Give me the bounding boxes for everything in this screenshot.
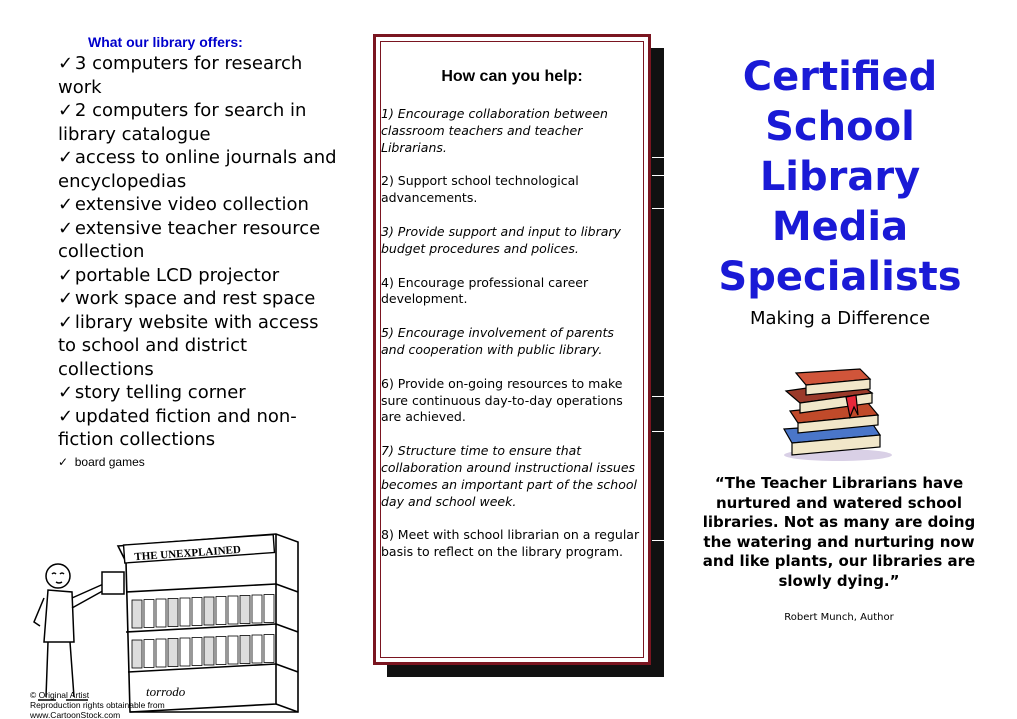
- offers-heading: What our library offers:: [88, 34, 243, 50]
- help-item: 4) Encourage professional career development.: [381, 274, 589, 307]
- subtitle: Making a Difference: [749, 308, 931, 329]
- title-line: Library: [759, 154, 921, 200]
- shelf-book-spine: [204, 637, 214, 665]
- shelf-book-spine: [240, 596, 250, 624]
- offer-text: board games: [74, 454, 145, 469]
- offer-item: [58, 99, 338, 146]
- offer-text: updated fiction and non-fiction collections: [58, 405, 297, 450]
- shelf-book-spine: [144, 640, 154, 668]
- offer-text: library website with access to school and district collections: [58, 311, 319, 380]
- checkmark-icon: ✓: [58, 194, 74, 215]
- help-item: 5) Encourage involvement of parents and cooperation with public library.: [381, 325, 614, 357]
- checkmark-icon: ✓: [58, 405, 74, 427]
- cartoonist-signature: torrodo: [146, 684, 186, 699]
- help-item: 1) Encourage collaboration between classroom teachers and teacher Librarians.: [381, 106, 608, 155]
- checkmark-icon: ✓: [58, 264, 74, 286]
- offer-text: 2 computers for search in library catalogue: [58, 100, 330, 145]
- shelf-book-spine: [252, 635, 262, 663]
- shelf-book-spine: [204, 597, 214, 625]
- help-panel: [373, 34, 651, 665]
- offer-text: portable LCD projector: [74, 264, 280, 286]
- book-stack-icon: [776, 367, 894, 462]
- checkmark-icon: ✓: [58, 147, 74, 168]
- offer-item: [58, 264, 338, 288]
- offer-text: story telling corner: [74, 382, 246, 403]
- shelf-book-spine: [192, 598, 202, 626]
- help-item: 2) Support school technological advancements.: [381, 173, 579, 206]
- cover-panel: [690, 52, 990, 329]
- credit-line-2: Reproduction rights obtainable from: [30, 700, 165, 710]
- offer-text: 3 computers for research work: [58, 53, 303, 98]
- shelf-book-spine: [168, 639, 178, 667]
- checkmark-icon: ✓: [58, 288, 74, 309]
- shelf-book-spine: [252, 595, 262, 623]
- shelf-book-spine: [216, 637, 226, 665]
- offer-item: [58, 405, 338, 452]
- shelf-book-spine: [264, 635, 274, 663]
- shelf-book-spine: [180, 638, 190, 666]
- offer-item: [58, 217, 338, 264]
- help-list: [381, 106, 641, 578]
- offer-item: [58, 454, 338, 470]
- title-line: Media: [771, 204, 909, 250]
- checkmark-icon: ✓: [58, 311, 74, 333]
- offer-item: [58, 311, 338, 382]
- quote-author: Robert Munch, Author: [784, 612, 894, 623]
- offer-item: [58, 381, 338, 405]
- person-drawing: [34, 564, 124, 700]
- help-item: 8) Meet with school librarian on a regular basis to reflect on the library program.: [381, 527, 640, 560]
- title-line: School: [765, 104, 915, 150]
- shelf-book-spine: [180, 598, 190, 626]
- offer-item: [58, 287, 338, 311]
- shelf-book-spine: [228, 596, 238, 624]
- offer-text: extensive teacher resource collection: [58, 217, 321, 262]
- shelf-book-spine: [132, 640, 142, 668]
- offer-item: [58, 52, 338, 99]
- shelf-book-spine: [192, 638, 202, 666]
- shelf-book-spine: [132, 600, 142, 628]
- quote-text: “The Teacher Librarians have nurtured and watered school libraries. Not as many are doing the watering and nurturing now and like plants, our libraries are slowly dying.”: [702, 474, 976, 590]
- shelf-book-spine: [216, 597, 226, 625]
- shelf-book-spine: [240, 636, 250, 664]
- checkmark-icon: ✓: [58, 382, 74, 403]
- shelf-book-spine: [168, 599, 178, 627]
- librarian-cartoon: [26, 522, 336, 719]
- shelf-book-spine: [156, 599, 166, 627]
- title-line: Certified: [742, 54, 938, 100]
- shelf-book-spine: [228, 636, 238, 664]
- shelf-book-spine: [144, 600, 154, 628]
- help-item: 6) Provide on-going resources to make sure continuous day-to-day operations are achieved.: [381, 375, 623, 425]
- help-item: 3) Provide support and input to library budget procedures and polices.: [381, 223, 621, 256]
- credit-line-1: © Original Artist: [30, 690, 90, 700]
- offers-panel: [58, 34, 338, 470]
- offer-item: [58, 146, 338, 193]
- offer-text: work space and rest space: [74, 288, 316, 309]
- help-heading: How can you help:: [441, 68, 583, 85]
- shelf-sign-text: THE UNEXPLAINED: [134, 543, 242, 564]
- offer-item: [58, 193, 338, 217]
- checkmark-icon: ✓: [58, 454, 69, 469]
- offer-text: access to online journals and encyclopedias: [58, 147, 337, 192]
- help-item: 7) Structure time to ensure that collaboration around instructional issues becomes an important part of the school day and school week.: [381, 443, 637, 509]
- title-line: Specialists: [718, 254, 962, 300]
- checkmark-icon: ✓: [58, 217, 74, 239]
- credit-line-3: www.CartoonStock.com: [30, 710, 121, 719]
- checkmark-icon: ✓: [58, 53, 74, 74]
- checkmark-icon: ✓: [58, 100, 74, 121]
- offer-text: extensive video collection: [74, 194, 309, 215]
- offers-list: [58, 52, 338, 470]
- shelf-book-spine: [156, 639, 166, 667]
- shelf-book-spine: [264, 595, 274, 623]
